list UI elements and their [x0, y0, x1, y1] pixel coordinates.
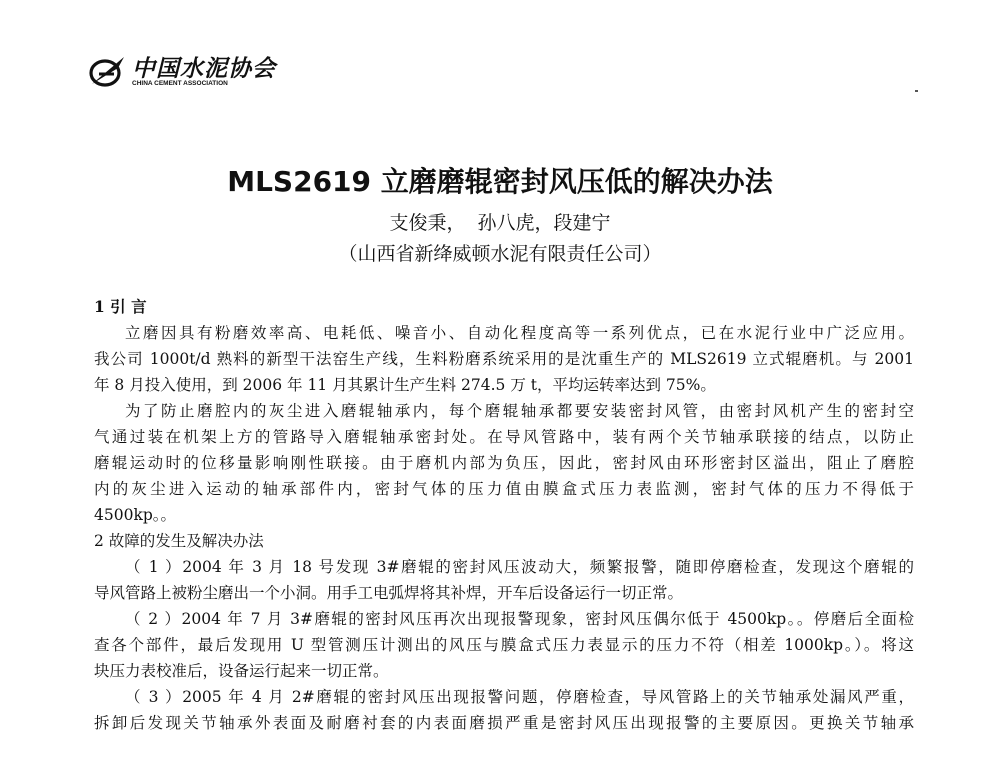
logo-english-name: CHINA CEMENT ASSOCIATION — [132, 80, 228, 87]
article-authors: 支俊秉， 孙八虎，段建宁 — [389, 212, 611, 234]
journal-header — [88, 50, 918, 102]
article-affiliation: （山西省新绛威顿水泥有限责任公司） — [338, 243, 662, 265]
paragraph-line: 查各个部件，最后发现用 U 型管测压计测出的风压与膜盒式压力表显示的压力不符（相差 1000kp。）。将这 — [94, 636, 914, 654]
paragraph-line: 我公司 1000t/d 熟料的新型干法窑生产线，生料粉磨系统采用的是沈重生产的 MLS2619 立式辊磨机。与 2001 — [94, 350, 914, 368]
paragraph-line: （ 3 ）2005 年 4 月 2#磨辊的密封风压出现报警问题，停磨检查，导风管路上的关节轴承处漏风严重， — [125, 688, 914, 706]
paragraph-line: 为了防止磨腔内的灰尘进入磨辊轴承内，每个磨辊轴承都要安装密封风管，由密封风机产生的密封空 — [125, 402, 914, 420]
header-rule-mark — [915, 90, 918, 92]
logo-chinese-name: 中国水泥协会 — [132, 55, 276, 82]
article-title: MLS2619 立磨磨辊密封风压低的解决办法 — [227, 165, 773, 198]
paragraph-line: 拆卸后发现关节轴承外表面及耐磨衬套的内表面磨损严重是密封风压出现报警的主要原因。更换关节轴承 — [94, 714, 914, 732]
section-heading-intro: 1 引 言 — [94, 297, 147, 316]
paragraph-line: （ 2 ）2004 年 7 月 3#磨辊的密封风压再次出现报警现象，密封风压偶尔低于 4500kp。。停磨后全面检 — [125, 610, 914, 628]
paragraph-line: 内的灰尘进入运动的轴承部件内，密封气体的压力值由膜盒式压力表监测，密封气体的压力不得低于 — [94, 480, 914, 498]
paragraph-line: 气通过装在机架上方的管路导入磨辊轴承密封处。在导风管路中，装有两个关节轴承联接的结点，以防止 — [94, 428, 914, 446]
paragraph-line: 磨辊运动时的位移量影响刚性联接。由于磨机内部为负压，因此，密封风由环形密封区溢出，阻止了磨腔 — [94, 454, 914, 472]
paragraph-line: （ 1 ）2004 年 3 月 18 号发现 3#磨辊的密封风压波动大，频繁报警，随即停磨检查，发现这个磨辊的 — [125, 558, 914, 576]
paragraph-line: 立磨因具有粉磨效率高、电耗低、噪音小、自动化程度高等一系列优点，已在水泥行业中广泛应用。 — [125, 324, 914, 342]
article-body — [94, 292, 914, 736]
paragraph-line: 块压力表校准后，设备运行起来一切正常。 — [94, 662, 389, 680]
association-logo — [88, 50, 288, 96]
section-heading-fault: 2 故障的发生及解决办法 — [94, 532, 264, 550]
cca-emblem-icon — [88, 54, 128, 90]
paragraph-line: 导风管路上被粉尘磨出一个小洞。用手工电弧焊将其补焊，开车后设备运行一切正常。 — [94, 584, 684, 602]
paragraph-line: 年 8 月投入使用，到 2006 年 11 月其累计生产生料 274.5 万 t，平均运转率达到 75%。 — [94, 376, 716, 394]
paragraph-line: 4500kp。。 — [94, 506, 177, 524]
